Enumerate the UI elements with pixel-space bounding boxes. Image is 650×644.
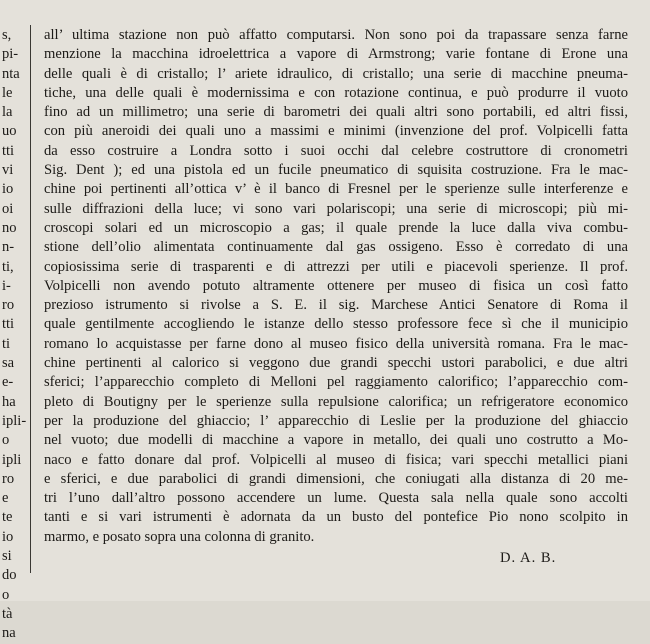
margin-fragment: nta: [2, 65, 20, 82]
text-line: chine poi pertinenti all’ottica v’ è il banco di Fresnel per le sperienze sulle interferenze e: [44, 181, 628, 198]
text-line: marmo, e posato sopra una colonna di granito.: [44, 528, 315, 545]
text-line: con più aneroidi dei quali uno a massimi e minimi (invenzione del prof. Volpicelli fatta: [44, 123, 628, 140]
margin-fragment: ipli: [2, 451, 22, 468]
text-line: all’ ultima stazione non può affatto computarsi. Non sono poi da trapassare senza farne: [44, 27, 628, 43]
text-line: tiche, una delle quali è modernissima e con rotazione continua, e può produrre il vuoto: [44, 84, 628, 101]
text-line: croscopi solari ed un microscopio a gas; il quale prende la luce dalla viva combu-: [44, 219, 628, 236]
margin-fragment: vi: [2, 162, 14, 179]
text-line: quale gentilmente accogliendo le istanze dello stesso professore fece sì che il municipio: [44, 316, 628, 333]
text-line: stione dell’olio alimentata continuamente dal gas ossigeno. Esso è corredato di una: [44, 239, 628, 256]
margin-fragment: sa: [2, 355, 15, 372]
margin-fragment: oi: [2, 200, 14, 217]
margin-fragment: le: [2, 84, 13, 101]
text-line: da esso costruire a Londra sotto i suoi occhi dal celebre costruttore di cronometri: [44, 142, 628, 159]
margin-fragment: n-: [2, 239, 15, 256]
margin-fragment: si: [2, 548, 12, 565]
margin-fragment: na: [2, 625, 16, 642]
margin-fragment: io: [2, 528, 14, 545]
column-divider: [30, 25, 31, 573]
text-line: e sferici, e due parabolici di grandi dimensioni, che coniugati alla distanza di 20 me-: [44, 470, 628, 487]
margin-fragment: ro: [2, 297, 15, 314]
text-line: per la produzione del ghiaccio; l’ apparecchio di Leslie per la produzione del ghiaccio: [44, 412, 628, 429]
margin-fragment: uo: [2, 123, 17, 140]
margin-fragment: ro: [2, 470, 15, 487]
margin-fragment: ti: [2, 335, 11, 352]
margin-fragment: s,: [2, 27, 12, 43]
text-line: prezioso istrumento si rivolse a S. E. il sig. Marchese Antici Senatore di Roma il: [44, 297, 628, 314]
margin-fragment: no: [2, 219, 17, 236]
margin-fragment: e: [2, 490, 9, 507]
margin-fragment: tà: [2, 605, 13, 622]
margin-fragment: pi-: [2, 46, 19, 63]
article-body: [44, 26, 628, 547]
margin-fragment: tti: [2, 316, 15, 333]
text-line: delle quali è di cristallo; l’ ariete idraulico, di cristallo; una serie di macchine pneuma-: [44, 65, 628, 82]
author-initials: D. A. B.: [500, 550, 557, 566]
text-line: romano lo acquistasse per farne dono al museo fisico della università romana. Fra le mac-: [44, 335, 628, 352]
margin-fragment: ha: [2, 393, 16, 410]
text-line: menzione la macchina idroelettrica a vapore di Armstrong; varie fontane di Erone una: [44, 46, 628, 63]
text-line: sulle diffrazioni della luce; vi sono vari polariscopi; una serie di microscopi; più mi-: [44, 200, 628, 217]
text-line: naco e fatto donare dal prof. Volpicelli al museo di fisica; vari specchi metallici piani: [44, 451, 628, 468]
text-line: tanti e si vari istrumenti è adornata da un busto del pontefice Pio nono scolpito in: [44, 509, 628, 526]
margin-fragment: e-: [2, 374, 14, 391]
text-line: chine pertinenti al calorico si veggono due grandi specchi ustori parabolici, e due altri: [44, 355, 628, 372]
text-line: sferici; l’apparecchio completo di Melloni pel raggiamento calorifico; l’apparecchio com-: [44, 374, 628, 391]
text-line: nel vuoto; due modelli di macchine a vapore in metallo, dei quali uno costrutto a Mo-: [44, 432, 628, 449]
text-line: copiosissima serie di trasparenti e di attrezzi per utili e piacevoli sperienze. Il prof.: [44, 258, 628, 275]
margin-fragment: ti,: [2, 258, 14, 275]
text-line: pleto di Boutigny per le sperienze sulla repulsione calorifica; un refrigeratore economico: [44, 393, 628, 410]
margin-fragment: te: [2, 509, 13, 526]
margin-fragment: i-: [2, 277, 11, 294]
margin-fragment: la: [2, 104, 13, 121]
text-line: Volpicelli non avendo potuto altramente ottenere per museo di fisica un così fatto: [44, 277, 628, 294]
previous-column-margin: [0, 26, 26, 644]
text-line: Sig. Dent ); ed una pistola ed un fucile pneumatico di squisita costruzione. Fra le mac-: [44, 162, 628, 179]
text-line: fino ad un millimetro; una serie di barometri dei quali altri sono portabili, ed altri fissi,: [44, 104, 628, 121]
margin-fragment: o: [2, 586, 10, 603]
margin-fragment: io: [2, 181, 14, 198]
margin-fragment: do: [2, 567, 17, 584]
margin-fragment: tti: [2, 142, 15, 159]
text-line: tri l’uno dall’altro possono accendere un lume. Questa sala nella quale sono accolti: [44, 490, 628, 507]
margin-fragment: ipli-: [2, 412, 26, 429]
margin-fragment: o: [2, 432, 10, 449]
